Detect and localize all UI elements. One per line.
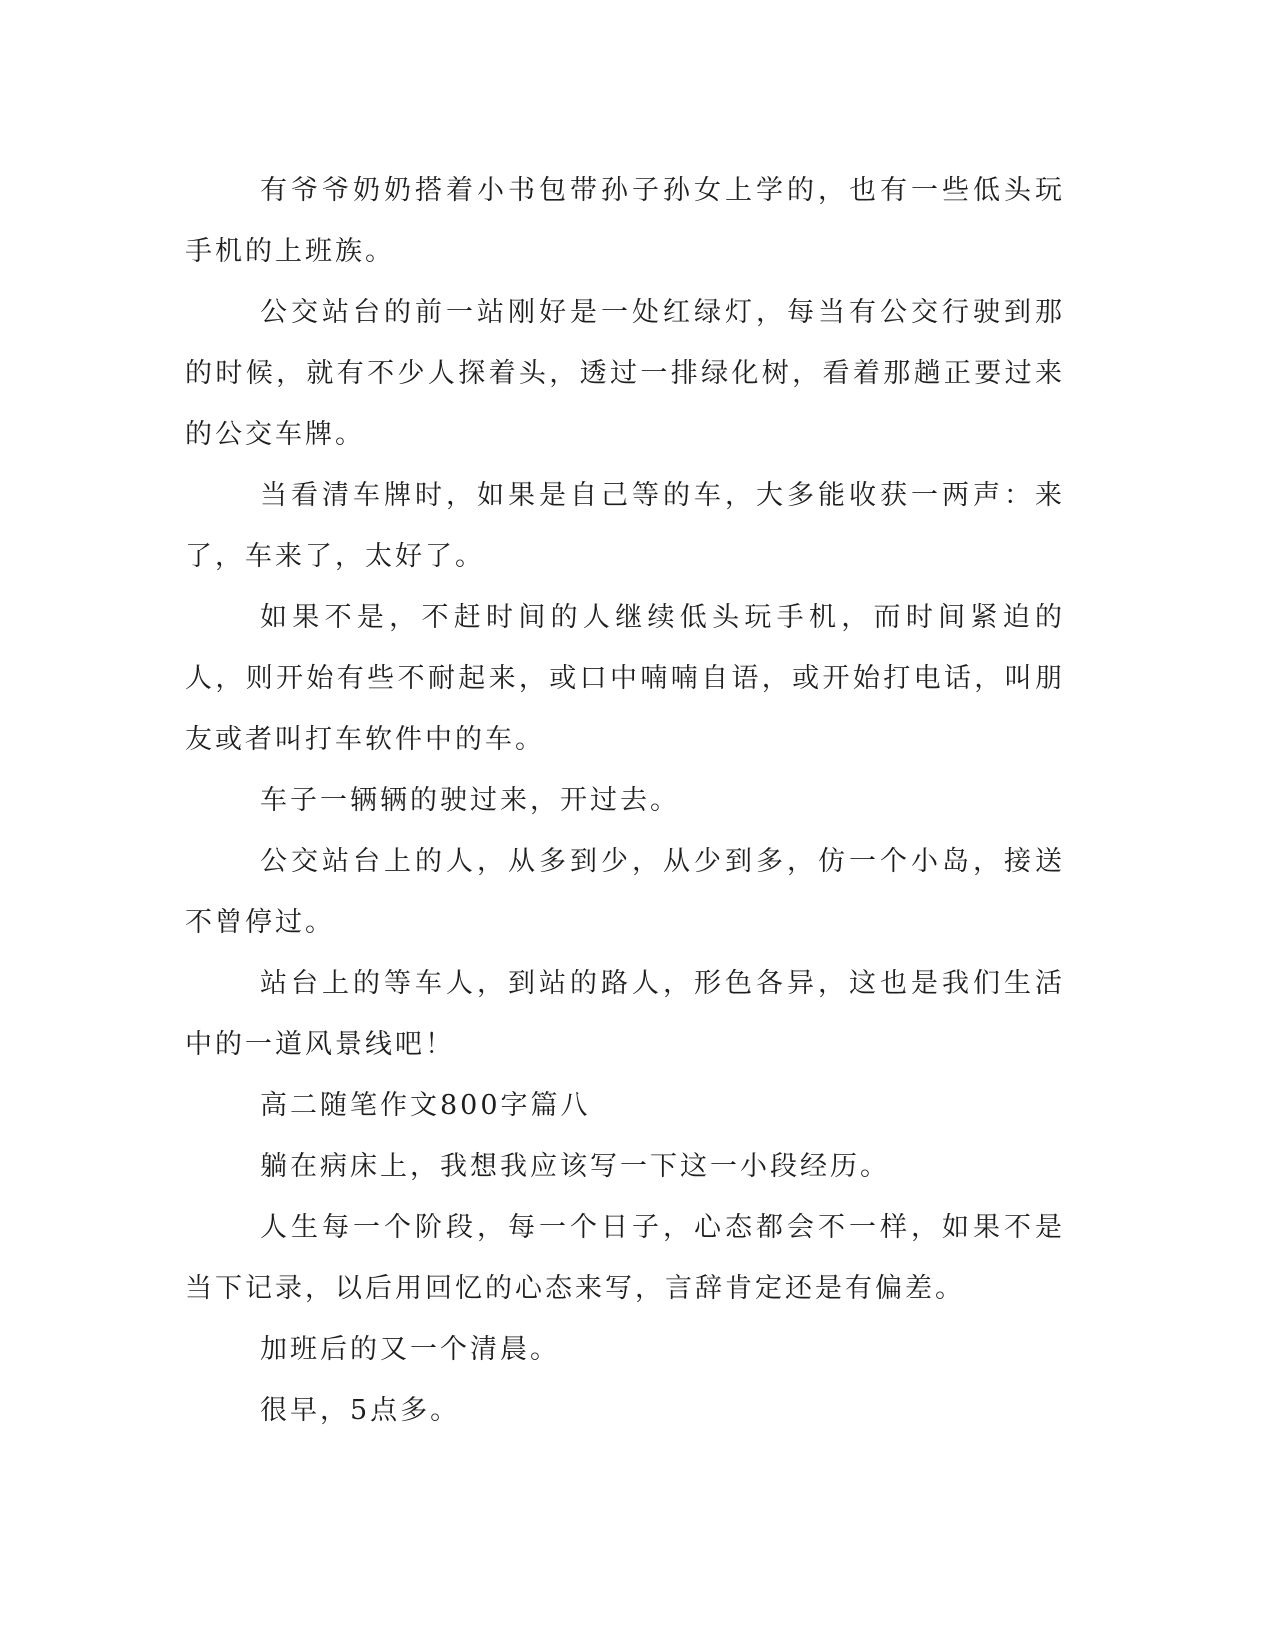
paragraph: 公交站台上的人，从多到少，从少到多，仿一个小岛，接送不曾停过。 [185,846,1065,938]
paragraph: 很早，5点多。 [260,1395,461,1426]
paragraph: 加班后的又一个清晨。 [260,1334,560,1365]
paragraph: 有爷爷奶奶搭着小书包带孙子孙女上学的，也有一些低头玩手机的上班族。 [185,175,1065,267]
paragraph: 人生每一个阶段，每一个日子，心态都会不一样，如果不是当下记录，以后用回忆的心态来写，言辞肯定还是有偏差。 [185,1212,1065,1304]
document-body [185,160,1065,1441]
paragraph: 当看清车牌时，如果是自己等的车，大多能收获一两声：来了，车来了，太好了。 [185,480,1065,572]
section-heading: 高二随笔作文800字篇八 [260,1090,591,1121]
paragraph: 如果不是，不赶时间的人继续低头玩手机，而时间紧迫的人，则开始有些不耐起来，或口中喃喃自语，或开始打电话，叫朋友或者叫打车软件中的车。 [185,602,1065,755]
paragraph: 车子一辆辆的驶过来，开过去。 [260,785,680,816]
paragraph: 躺在病床上，我想我应该写一下这一小段经历。 [260,1151,890,1182]
paragraph: 公交站台的前一站刚好是一处红绿灯，每当有公交行驶到那的时候，就有不少人探着头，透过一排绿化树，看着那趟正要过来的公交车牌。 [185,297,1065,450]
paragraph: 站台上的等车人，到站的路人，形色各异，这也是我们生活中的一道风景线吧！ [185,968,1065,1060]
